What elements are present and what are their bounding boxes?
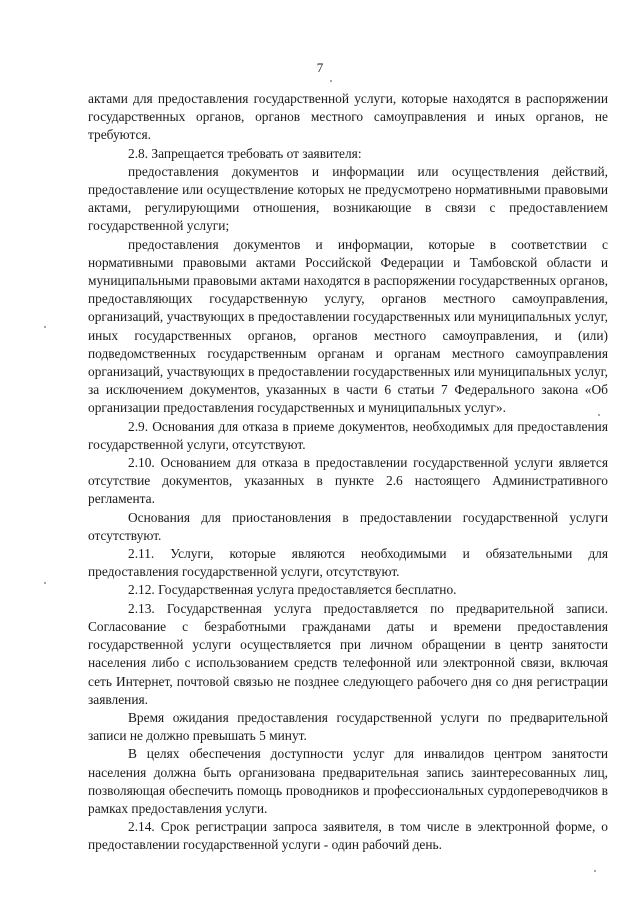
paragraph: 2.8. Запрещается требовать от заявителя: [128, 145, 362, 161]
scan-speck [594, 870, 596, 872]
paragraph: предоставления документов и информации, которые в соответствии с нормативными правовыми актами Российской Федерации и Тамбовской области и муниципальными правовыми актами находятся в распоряжении государственных органов, предоставляющих государственную услугу, органов местного самоуправления, организаций, участвующих в предоставлении государственных или муниципальных услуг, иных государственных органов, органов местного самоуправления, и (или) подведомственных государственным органам и органам местного самоуправления организаций, участвующих в предоставлении государственных или муниципальных услуг, за исключением документов, указанных в части 6 статьи 7 Федерального закона «Об организации предоставления государственных и муниципальных услуг». [88, 236, 608, 416]
scan-speck [44, 582, 46, 584]
paragraph: 2.13. Государственная услуга предоставляется по предварительной записи. Согласование с безработными гражданами даты и времени предоставления государственной услуги осуществляется при личном обращении в центр занятости населения либо с использованием средств телефонной или электронной связи, включая сеть Интернет, почтовой связью не позднее следующего рабочего дня со дня регистрации заявления. [88, 600, 608, 707]
paragraph: Основания для приостановления в предоставлении государственной услуги отсутствуют. [88, 509, 608, 543]
paragraph: 2.14. Срок регистрации запроса заявителя, в том числе в электронной форме, о предоставлении государственной услуги - один рабочий день. [88, 819, 608, 853]
paragraph: 2.10. Основанием для отказа в предоставлении государственной услуги является отсутствие документов, указанных в пункте 2.6 настоящего Административного регламента. [88, 455, 608, 507]
page-number: 7 [316, 60, 324, 75]
paragraph: В целях обеспечения доступности услуг для инвалидов центром занятости населения должна быть организована предварительная запись заинтересованных лиц, позволяющая обеспечить помощь проводников и профессиональных сурдопереводчиков в рамках предоставления услуги. [88, 746, 608, 816]
paragraph: актами для предоставления государственной услуги, которые находятся в распоряжении государственных органов, органов местного самоуправления и иных органов, не требуются. [88, 91, 608, 143]
document-body [88, 90, 608, 855]
paragraph: 2.11. Услуги, которые являются необходимыми и обязательными для предоставления государственной услуги, отсутствуют. [88, 546, 608, 580]
scan-speck [598, 414, 600, 416]
paragraph: Время ожидания предоставления государственной услуги по предварительной записи не должно превышать 5 минут. [88, 709, 608, 744]
scan-speck [330, 80, 332, 82]
paragraph: 2.9. Основания для отказа в приеме документов, необходимых для предоставления государственной услуги, отсутствуют. [88, 418, 608, 452]
paragraph: 2.12. Государственная услуга предоставляется бесплатно. [128, 582, 457, 598]
scan-speck [44, 326, 46, 328]
paragraph: предоставления документов и информации или осуществления действий, предоставление или осуществление которых не предусмотрено нормативными правовыми актами, регулирующими отношения, возникающие в связи с предоставлением государственной услуги; [88, 163, 608, 234]
